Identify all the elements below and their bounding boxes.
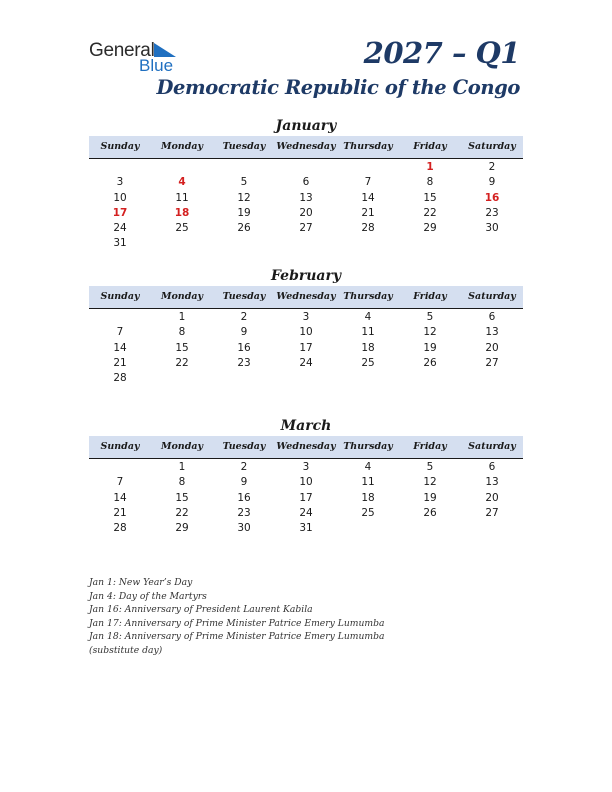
day-cell: 1 bbox=[178, 311, 186, 323]
day-cell: 20 bbox=[299, 206, 313, 219]
empty-day-cell bbox=[399, 236, 461, 251]
weekday-header-row bbox=[89, 286, 523, 309]
day-cell: 26 bbox=[423, 506, 437, 519]
weekday-thursday: Thursday bbox=[343, 141, 393, 152]
day-cell: 19 bbox=[423, 341, 437, 354]
day-cell: 7 bbox=[364, 176, 372, 189]
day-cell: 30 bbox=[237, 522, 251, 535]
day-cell: 1 bbox=[426, 161, 434, 173]
day-cell: 4 bbox=[178, 176, 186, 189]
empty-day-cell bbox=[337, 236, 399, 251]
week-row bbox=[89, 356, 523, 371]
week-row bbox=[89, 491, 523, 506]
week-row bbox=[89, 206, 523, 221]
empty-day-cell bbox=[461, 236, 523, 251]
day-cell: 12 bbox=[423, 326, 437, 339]
month-title: January bbox=[275, 118, 337, 134]
day-cell: 7 bbox=[116, 476, 124, 489]
day-cell: 25 bbox=[175, 222, 189, 235]
month-february bbox=[89, 266, 523, 386]
day-cell: 11 bbox=[175, 191, 189, 204]
empty-day-cell bbox=[337, 371, 399, 386]
weekday-wednesday: Wednesday bbox=[276, 291, 336, 302]
day-cell: 20 bbox=[485, 491, 499, 504]
weekday-thursday: Thursday bbox=[343, 441, 393, 452]
day-cell: 6 bbox=[302, 176, 310, 189]
holiday-note: Jan 17: Anniversary of Prime Minister Patrice Emery Lumumba bbox=[89, 617, 385, 629]
month-march bbox=[89, 416, 523, 536]
day-cell: 17 bbox=[299, 491, 313, 504]
day-cell: 22 bbox=[175, 506, 189, 519]
day-cell: 18 bbox=[361, 341, 375, 354]
day-cell: 21 bbox=[113, 356, 127, 369]
empty-day-cell bbox=[275, 236, 337, 251]
day-cell: 27 bbox=[485, 506, 499, 519]
day-cell: 28 bbox=[113, 522, 127, 535]
empty-day-cell bbox=[399, 371, 461, 386]
day-cell: 21 bbox=[113, 506, 127, 519]
day-cell: 14 bbox=[113, 341, 127, 354]
weekday-friday: Friday bbox=[413, 141, 447, 152]
day-cell: 8 bbox=[178, 476, 186, 489]
day-cell: 17 bbox=[112, 206, 128, 219]
week-row bbox=[89, 160, 523, 175]
day-cell: 10 bbox=[299, 326, 313, 339]
day-cell: 3 bbox=[302, 311, 310, 323]
day-cell: 23 bbox=[485, 206, 499, 219]
logo-blue-text: Blue bbox=[139, 56, 174, 75]
day-cell: 19 bbox=[237, 206, 251, 219]
day-cell: 17 bbox=[299, 341, 313, 354]
empty-day-cell bbox=[151, 371, 213, 386]
weekday-sunday: Sunday bbox=[100, 291, 140, 302]
week-row bbox=[89, 310, 523, 325]
day-cell: 13 bbox=[299, 191, 313, 204]
day-cell: 12 bbox=[237, 191, 251, 204]
day-cell: 4 bbox=[364, 461, 372, 473]
day-cell: 4 bbox=[364, 311, 372, 323]
day-cell: 28 bbox=[361, 222, 375, 235]
day-cell: 9 bbox=[488, 176, 496, 189]
day-cell: 22 bbox=[175, 356, 189, 369]
day-cell: 2 bbox=[240, 461, 248, 473]
day-cell: 26 bbox=[423, 356, 437, 369]
empty-day-cell bbox=[151, 160, 213, 175]
week-row bbox=[89, 506, 523, 521]
weekday-saturday: Saturday bbox=[468, 141, 516, 152]
empty-day-cell bbox=[399, 521, 461, 536]
day-cell: 3 bbox=[116, 176, 124, 189]
weekday-sunday: Sunday bbox=[100, 441, 140, 452]
day-cell: 16 bbox=[237, 491, 251, 504]
weekday-monday: Monday bbox=[160, 291, 204, 302]
day-cell: 27 bbox=[485, 356, 499, 369]
day-cell: 2 bbox=[488, 161, 496, 173]
week-row bbox=[89, 460, 523, 475]
weekday-sunday: Sunday bbox=[100, 141, 140, 152]
weekday-monday: Monday bbox=[160, 441, 204, 452]
empty-day-cell bbox=[275, 160, 337, 175]
day-cell: 25 bbox=[361, 506, 375, 519]
day-cell: 10 bbox=[113, 191, 127, 204]
empty-day-cell bbox=[337, 521, 399, 536]
day-cell: 16 bbox=[237, 341, 251, 354]
holiday-note: Jan 18: Anniversary of Prime Minister Patrice Emery Lumumba (substitute day) bbox=[89, 631, 385, 656]
week-row bbox=[89, 175, 523, 190]
day-cell: 7 bbox=[116, 326, 124, 339]
day-cell: 5 bbox=[240, 176, 248, 189]
day-cell: 29 bbox=[423, 222, 437, 235]
weekday-tuesday: Tuesday bbox=[222, 441, 266, 452]
holiday-note: Jan 1: New Year’s Day bbox=[89, 577, 193, 588]
month-january bbox=[89, 116, 523, 252]
week-row bbox=[89, 325, 523, 340]
day-cell: 24 bbox=[299, 506, 313, 519]
day-cell: 15 bbox=[175, 341, 189, 354]
empty-day-cell bbox=[89, 460, 151, 475]
day-cell: 24 bbox=[299, 356, 313, 369]
country-subtitle: Democratic Republic of the Congo bbox=[156, 76, 520, 99]
logo-general-text: General bbox=[89, 40, 155, 61]
day-cell: 22 bbox=[423, 206, 437, 219]
day-cell: 13 bbox=[485, 476, 499, 489]
day-cell: 9 bbox=[240, 326, 248, 339]
day-cell: 14 bbox=[113, 491, 127, 504]
empty-day-cell bbox=[89, 160, 151, 175]
weekday-header-row bbox=[89, 436, 523, 459]
weekday-wednesday: Wednesday bbox=[276, 441, 336, 452]
page-title: 2027 – Q1 bbox=[363, 36, 520, 70]
logo-flag-icon bbox=[154, 43, 176, 57]
empty-day-cell bbox=[151, 236, 213, 251]
day-cell: 27 bbox=[299, 222, 313, 235]
empty-day-cell bbox=[213, 160, 275, 175]
day-cell: 10 bbox=[299, 476, 313, 489]
logo bbox=[89, 40, 189, 76]
day-cell: 9 bbox=[240, 476, 248, 489]
day-cell: 11 bbox=[361, 476, 375, 489]
week-row bbox=[89, 371, 523, 386]
month-title: February bbox=[270, 268, 341, 284]
day-cell: 5 bbox=[426, 311, 434, 323]
day-cell: 5 bbox=[426, 461, 434, 473]
week-row bbox=[89, 236, 523, 251]
day-cell: 24 bbox=[113, 222, 127, 235]
day-cell: 29 bbox=[175, 522, 189, 535]
day-cell: 2 bbox=[240, 311, 248, 323]
day-cell: 30 bbox=[485, 222, 499, 235]
empty-day-cell bbox=[213, 236, 275, 251]
day-cell: 18 bbox=[361, 491, 375, 504]
day-cell: 23 bbox=[237, 356, 251, 369]
empty-day-cell bbox=[213, 371, 275, 386]
holiday-note: Jan 4: Day of the Martyrs bbox=[89, 590, 207, 602]
empty-day-cell bbox=[89, 310, 151, 325]
weekday-thursday: Thursday bbox=[343, 291, 393, 302]
day-cell: 15 bbox=[423, 191, 437, 204]
empty-day-cell bbox=[275, 371, 337, 386]
day-cell: 18 bbox=[174, 206, 190, 219]
day-cell: 16 bbox=[484, 191, 500, 204]
day-cell: 21 bbox=[361, 206, 375, 219]
day-cell: 12 bbox=[423, 476, 437, 489]
weekday-saturday: Saturday bbox=[468, 291, 516, 302]
weekday-monday: Monday bbox=[160, 141, 204, 152]
day-cell: 3 bbox=[302, 461, 310, 473]
empty-day-cell bbox=[337, 160, 399, 175]
day-cell: 23 bbox=[237, 506, 251, 519]
day-cell: 13 bbox=[485, 326, 499, 339]
day-cell: 11 bbox=[361, 326, 375, 339]
day-cell: 8 bbox=[426, 176, 434, 189]
weekday-tuesday: Tuesday bbox=[222, 141, 266, 152]
holiday-notes bbox=[89, 576, 389, 658]
week-row bbox=[89, 221, 523, 236]
week-row bbox=[89, 521, 523, 536]
weekday-header-row bbox=[89, 136, 523, 159]
day-cell: 15 bbox=[175, 491, 189, 504]
month-title: March bbox=[280, 418, 332, 434]
weekday-friday: Friday bbox=[413, 291, 447, 302]
weekday-wednesday: Wednesday bbox=[276, 141, 336, 152]
empty-day-cell bbox=[461, 521, 523, 536]
weekday-tuesday: Tuesday bbox=[222, 291, 266, 302]
day-cell: 31 bbox=[299, 522, 313, 535]
day-cell: 25 bbox=[361, 356, 375, 369]
day-cell: 26 bbox=[237, 222, 251, 235]
day-cell: 31 bbox=[113, 237, 127, 250]
weekday-friday: Friday bbox=[413, 441, 447, 452]
week-row bbox=[89, 191, 523, 206]
week-row bbox=[89, 341, 523, 356]
day-cell: 28 bbox=[113, 372, 127, 385]
weekday-saturday: Saturday bbox=[468, 441, 516, 452]
holiday-note: Jan 16: Anniversary of President Laurent Kabila bbox=[89, 604, 313, 616]
day-cell: 19 bbox=[423, 491, 437, 504]
day-cell: 8 bbox=[178, 326, 186, 339]
week-row bbox=[89, 475, 523, 490]
day-cell: 20 bbox=[485, 341, 499, 354]
day-cell: 14 bbox=[361, 191, 375, 204]
day-cell: 1 bbox=[178, 461, 186, 473]
day-cell: 6 bbox=[488, 461, 496, 473]
day-cell: 6 bbox=[488, 311, 496, 323]
empty-day-cell bbox=[461, 371, 523, 386]
